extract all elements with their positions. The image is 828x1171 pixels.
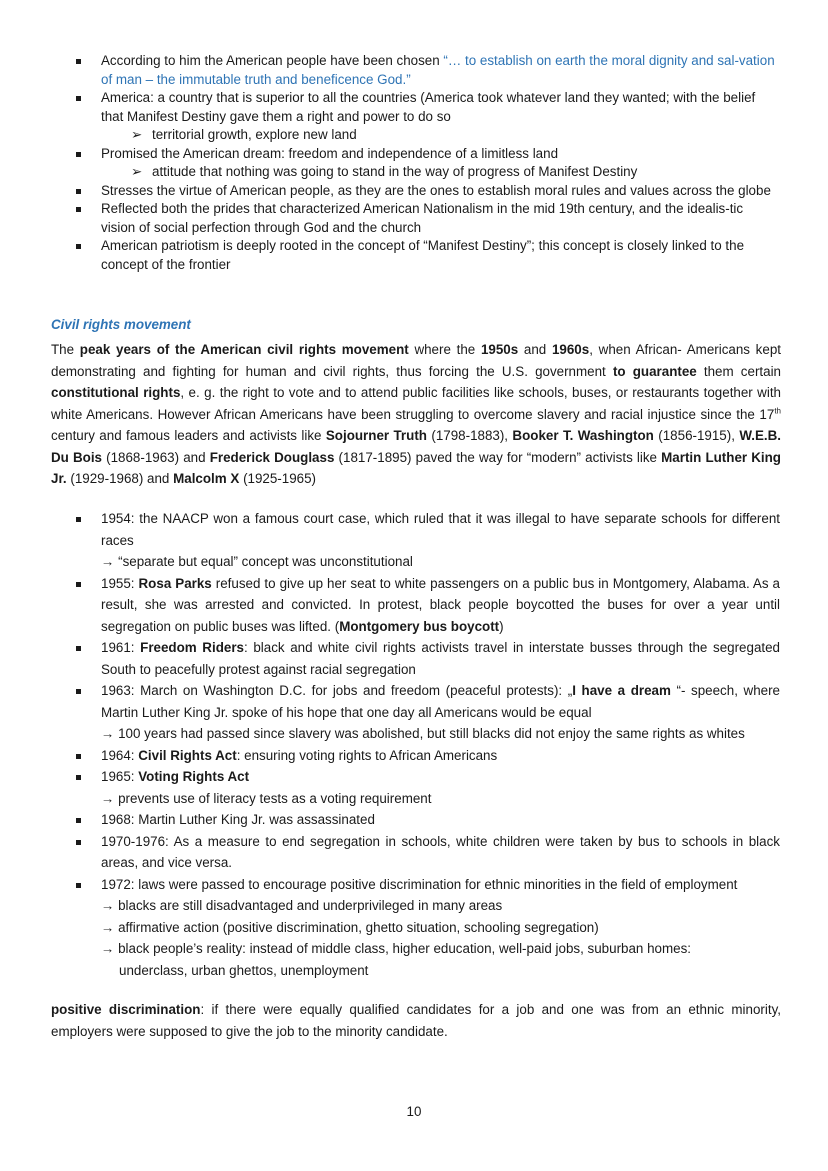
bullet-square-icon — [76, 840, 81, 845]
list-item — [0, 52, 828, 89]
sub-list-item — [0, 126, 828, 145]
list-item — [0, 874, 828, 982]
bold-run: peak years of the American civil rights movement — [79, 342, 409, 357]
bold-run: Voting Rights Act — [138, 769, 250, 784]
text-run: ) — [499, 618, 504, 634]
bullet-text: American patriotism is deeply rooted in the concept of “Manifest Destiny”; this concept is closely linked to the concept of the frontier — [101, 238, 745, 272]
bold-run: Rosa Parks — [138, 575, 212, 591]
bullet-square-icon — [76, 517, 81, 522]
list-item — [0, 508, 828, 573]
manifest-destiny-list — [0, 52, 828, 274]
bold-run: I have a dream — [572, 683, 671, 698]
text-run: (1929-1968) and — [66, 471, 174, 486]
text-run: where the — [408, 342, 481, 357]
list-item — [0, 766, 828, 809]
text-run: 1963: March on Washington D.C. for jobs and freedom (peaceful protests): „ — [101, 683, 573, 698]
bullet-text: Stresses the virtue of American people, as they are the ones to establish moral rules and values across the globe — [101, 182, 771, 198]
civil-rights-timeline — [0, 508, 828, 981]
superscript: th — [774, 406, 781, 416]
text-run: (1856-1915), — [653, 428, 740, 443]
bullet-square-icon — [76, 244, 81, 249]
arrow-note: → “separate but equal” concept was unconstitutional — [101, 554, 413, 569]
text-run: century and famous leaders and activists like — [51, 428, 326, 443]
arrow-note: → prevents use of literacy tests as a voting requirement — [101, 790, 432, 806]
bullet-square-icon — [76, 59, 81, 64]
bold-run: Sojourner Truth — [325, 428, 427, 443]
text-run: 1965: — [101, 769, 139, 784]
text-run: and — [518, 342, 552, 357]
bullet-square-icon — [76, 754, 81, 759]
bullet-text: 1970-1976: As a measure to end segregation in schools, white children were taken by bus to schools in black areas, and vice versa. — [101, 833, 780, 870]
list-item — [0, 745, 828, 767]
list-item — [0, 182, 828, 201]
bullet-text: America: a country that is superior to all the countries (America took whatever land they wanted; with the belief that Manifest Destiny gave them a right and power to do so — [101, 90, 756, 124]
bullet-square-icon — [76, 689, 81, 694]
arrow-note: → 100 years had passed since slavery was abolished, but still blacks did not enjoy the same rights as whites — [101, 726, 745, 741]
sub-bullet-text: attitude that nothing was going to stand in the way of progress of Manifest Destiny — [152, 164, 638, 179]
text-run: , when African- Americans kept demonstrating and fighting for human and civil rights, thus forcing the U.S. government — [51, 342, 781, 379]
sub-bullet-text: territorial growth, explore new land — [152, 127, 357, 142]
bold-run: to guarantee — [612, 363, 697, 379]
text-run: , e. g. the right to vote and to attend public facilities like schools, buses, or restaurants together with white Americans. However African Americans have been struggling to overcome slavery and racial injustice since the 17 — [51, 385, 781, 422]
bold-run: 1950s — [480, 342, 519, 357]
bullet-text: Reflected both the prides that characterized American Nationalism in the mid 19th century, and the idealis-tic vision of social perfection through God and the church — [101, 201, 744, 235]
definition-paragraph — [51, 999, 781, 1042]
bullet-text: 1968: Martin Luther King Jr. was assassinated — [101, 812, 375, 827]
text-run: The — [51, 342, 80, 357]
bullet-square-icon — [76, 883, 81, 888]
page-number: 10 — [406, 1104, 422, 1119]
text-run: them certain — [696, 363, 782, 379]
arrowhead-bullet-icon: ➢ — [131, 164, 143, 179]
sub-list-item — [0, 163, 828, 182]
bullet-square-icon — [76, 152, 81, 157]
arrowhead-bullet-icon: ➢ — [131, 127, 143, 142]
text-run: : ensuring voting rights to African Americans — [236, 747, 498, 763]
bullet-text: Promised the American dream: freedom and independence of a limitless land — [101, 145, 559, 161]
bullet-text: According to him the American people have been chosen — [101, 53, 444, 68]
bold-run: Montgomery bus boycott — [339, 618, 500, 634]
section-heading: Civil rights movement — [51, 317, 191, 332]
arrow-note: → affirmative action (positive discrimination, ghetto situation, schooling segregation) — [101, 919, 599, 935]
text-run: “- speech, where Martin Luther King Jr. spoke of his hope that one day all Americans would be equal — [101, 683, 780, 720]
definition-text: : if there were equally qualified candidates for a job and one was from an ethnic minority, employers were supposed to give the job to the minority candidate. — [51, 1002, 781, 1039]
bullet-square-icon — [76, 189, 81, 194]
definition-term: positive discrimination — [51, 1002, 201, 1017]
bullet-square-icon — [76, 646, 81, 651]
text-run: refused to give up her seat to white passengers on a public bus in Montgomery, Alabama. As a result, she was arrested and convicted. In protest, black people boycotted the buses for over a year until segregation on public buses was lifted. ( — [101, 575, 780, 634]
bullet-text: 1972: laws were passed to encourage positive discrimination for ethnic minorities in the field of employment — [101, 876, 738, 892]
bullet-square-icon — [76, 818, 81, 823]
list-item — [0, 680, 828, 745]
bullet-text: 1954: the NAACP won a famous court case, which ruled that it was illegal to have separate schools for different races — [101, 511, 780, 548]
bold-run: Malcolm X — [173, 471, 240, 486]
bullet-square-icon — [76, 96, 81, 101]
bold-run: Booker T. Washington — [512, 428, 654, 443]
list-item — [0, 89, 828, 126]
list-item — [0, 637, 828, 680]
text-run: (1798-1883), — [426, 428, 513, 443]
intro-paragraph — [51, 339, 781, 490]
arrow-note: → blacks are still disadvantaged and underprivileged in many areas — [101, 898, 503, 913]
bold-run: constitutional rights — [51, 385, 181, 400]
text-run: (1817-1895) paved the way for “modern” activists like — [334, 449, 662, 465]
bullet-square-icon — [76, 775, 81, 780]
bullet-square-icon — [76, 582, 81, 587]
list-item — [0, 573, 828, 638]
text-run: (1868-1963) and — [102, 449, 210, 465]
list-item — [0, 145, 828, 164]
list-item — [0, 809, 828, 831]
text-run: 1955: — [101, 575, 139, 591]
list-item — [0, 237, 828, 274]
list-item — [0, 200, 828, 237]
text-run: : black and white civil rights activists travel in interstate busses through the segregated South to peacefully protest against racial segregation — [101, 640, 781, 677]
bold-run: Freedom Riders — [140, 640, 244, 655]
text-run: (1925-1965) — [239, 471, 317, 486]
arrow-note: → black people’s reality: instead of middle class, higher education, well-paid jobs, suburban homes: — [101, 941, 692, 956]
bullet-square-icon — [76, 207, 81, 212]
text-run: 1964: — [101, 747, 139, 763]
arrow-note-continuation: underclass, urban ghettos, unemployment — [119, 962, 369, 978]
bold-run: W.E.B. Du Bois — [51, 428, 781, 465]
bold-run: Civil Rights Act — [138, 747, 237, 763]
bold-run: Martin Luther King Jr. — [51, 449, 781, 486]
list-item — [0, 831, 828, 874]
quote-text: “… to establish on earth the moral dignity and sal-vation of man – the immutable truth and beneficence God.” — [101, 53, 775, 87]
bold-run: 1960s — [551, 342, 590, 357]
text-run: 1961: — [101, 640, 141, 655]
bold-run: Frederick Douglass — [209, 449, 335, 465]
